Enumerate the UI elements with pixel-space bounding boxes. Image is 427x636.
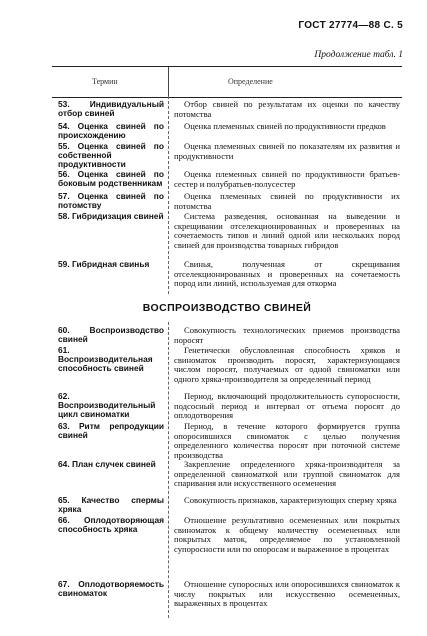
definition-cell: Отбор свиней по результатам их оценки по качеству потомства [174, 99, 400, 119]
definition-cell: Свинья, полученная от скрещивания отселекционированных и проверенных на сочетаемость пород или линий, используемая для откорма [174, 259, 400, 289]
term-cell: 62. Воспроизводительный цикл свиноматки [58, 391, 156, 420]
definition-cell: Период, включающий продолжительность супоросности, подсосный период и интервал от отъема поросят до оплодотворения [174, 391, 400, 421]
definition-cell: Совокупность признаков, характеризующих сперму хряка [184, 495, 397, 505]
definition-cell: Совокупность технологических приемов производства поросят [174, 325, 400, 345]
definition-cell: Оценка племенных свиней по продуктивности предков [184, 121, 386, 131]
section-title: ВОСПРОИЗВОДСТВО СВИНЕЙ [142, 302, 312, 314]
column-divider-lower [168, 322, 169, 618]
definition-cell: Закрепление определенного хряка-производителя за определенной свиноматкой или группой свиноматок для спаривания или искусственного осеменения [174, 459, 400, 489]
term-cell: 65. Качество спермы хряка [58, 495, 164, 515]
term-cell: 57. Оценка свиней по потомству [58, 191, 164, 211]
column-divider-upper [168, 96, 169, 294]
column-divider [168, 67, 169, 97]
definition-cell: Оценка племенных свиней по продуктивности их потомства [174, 191, 400, 211]
term-cell: 53. Индивидуальный отбор свиней [58, 99, 164, 119]
table-header [52, 66, 402, 98]
term-cell: 67. Оплодотворяемость свиноматок [58, 579, 164, 599]
column-definition-header: Определение [228, 77, 273, 86]
definition-cell: Система разведения, основанная на выведении и скрещивании отселекционированных и проверенных на сочетаемость типов и линий одной или нескольких пород свиней для производства товарных гибридов [174, 211, 400, 250]
term-cell: 59. Гибридная свинья [58, 259, 150, 269]
definition-cell: Оценка племенных свиней по показателям их развития и продуктивности [174, 141, 400, 161]
definition-cell: Отношение результативно осемененных или покрытых свиноматок к общему количеству осемененных или покрытых маток, определяемое по установленной супоросности или по опоросам и выраженное в процентах [174, 515, 400, 554]
term-cell: 54. Оценка свиней по происхождению [58, 121, 164, 141]
definition-cell: Генетически обусловленная способность хряков и свиноматок производить поросят, характеризующаяся числом поросят, получаемых от одной свиноматки или одного хряка-производителя за определенный период [174, 345, 400, 384]
standard-header: ГОСТ 27774—88 С. 5 [298, 20, 403, 31]
definition-cell: Период, в течение которого формируется группа опоросившихся свиноматок с целью получения определенного количества поросят при поточной системе производства [174, 421, 400, 460]
definition-cell: Оценка племенных свиней по продуктивности братьев-сестер и полубратьев-полусестер [174, 169, 400, 189]
term-cell: 64. План случек свиней [58, 459, 156, 469]
term-cell: 58. Гибридизация свиней [58, 211, 164, 221]
term-cell: 66. Оплодотворяющая способность хряка [58, 515, 164, 535]
column-term-header: Термин [92, 77, 118, 86]
term-cell: 63. Ритм репродукции свиней [58, 421, 164, 441]
table-continuation-label: Продолжение табл. 1 [314, 50, 403, 60]
term-cell: 61. Воспроизводительная способность свиней [58, 345, 153, 374]
term-cell: 60. Воспроизводство свиней [58, 325, 164, 345]
term-cell: 56. Оценка свиней по боковым родственникам [58, 169, 164, 189]
term-cell: 55. Оценка свиней по собственной продуктивности [58, 141, 164, 170]
definition-cell: Отношение супоросных или опоросившихся свиноматок к числу покрытых или искусственно осемененных, выраженных в процентах [174, 579, 400, 609]
